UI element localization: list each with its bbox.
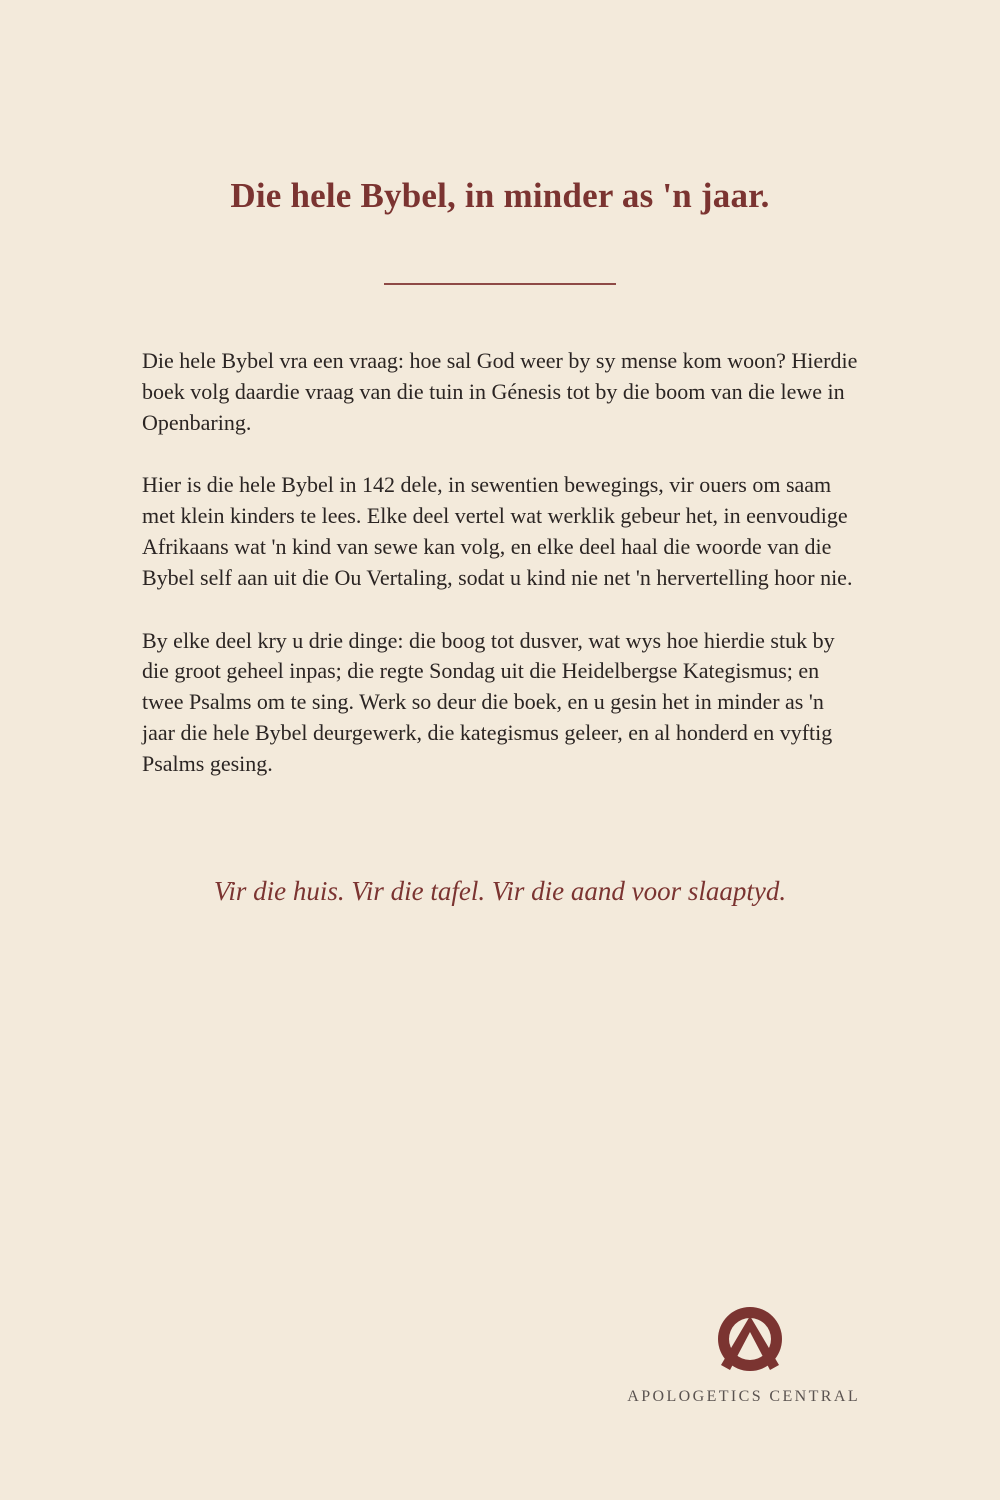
intro-text (142, 346, 862, 812)
intro-paragraph-3: By elke deel kry u drie dinge: die boog tot dusver, wat wys hoe hierdie stuk by die groot geheel inpas; die regte Sondag uit die Heidelbergse Kategismus; en twee Psalms om te sing. Werk so deur die boek, en u gesin het in minder as 'n jaar die hele Bybel deurgewerk, die kategismus geleer, en al honderd en vyftig Psalms gesing. (142, 627, 835, 776)
apologetics-central-logo-icon (718, 1307, 782, 1371)
page-title: Die hele Bybel, in minder as 'n jaar. (230, 176, 770, 215)
intro-paragraph-1: Die hele Bybel vra een vraag: hoe sal God weer by sy mense kom woon? Hierdie boek volg daardie vraag van die tuin in Génesis tot by die boom van die lewe in Openbaring. (142, 348, 858, 435)
intro-paragraph-2: Hier is die hele Bybel in 142 dele, in sewentien bewegings, vir ouers om saam met klein kinders te lees. Elke deel vertel wat werklik gebeur het, in eenvoudige Afrikaans wat 'n kind van sewe kan volg, en elke deel haal die woorde van die Bybel self aan uit die Ou Vertaling, sodat u kind nie net 'n hervertelling hoor nie. (142, 472, 853, 590)
title-divider (384, 283, 616, 285)
brand-name: APOLOGETICS CENTRAL (627, 1388, 860, 1405)
tagline: Vir die huis. Vir die tafel. Vir die aand voor slaaptyd. (213, 876, 787, 906)
